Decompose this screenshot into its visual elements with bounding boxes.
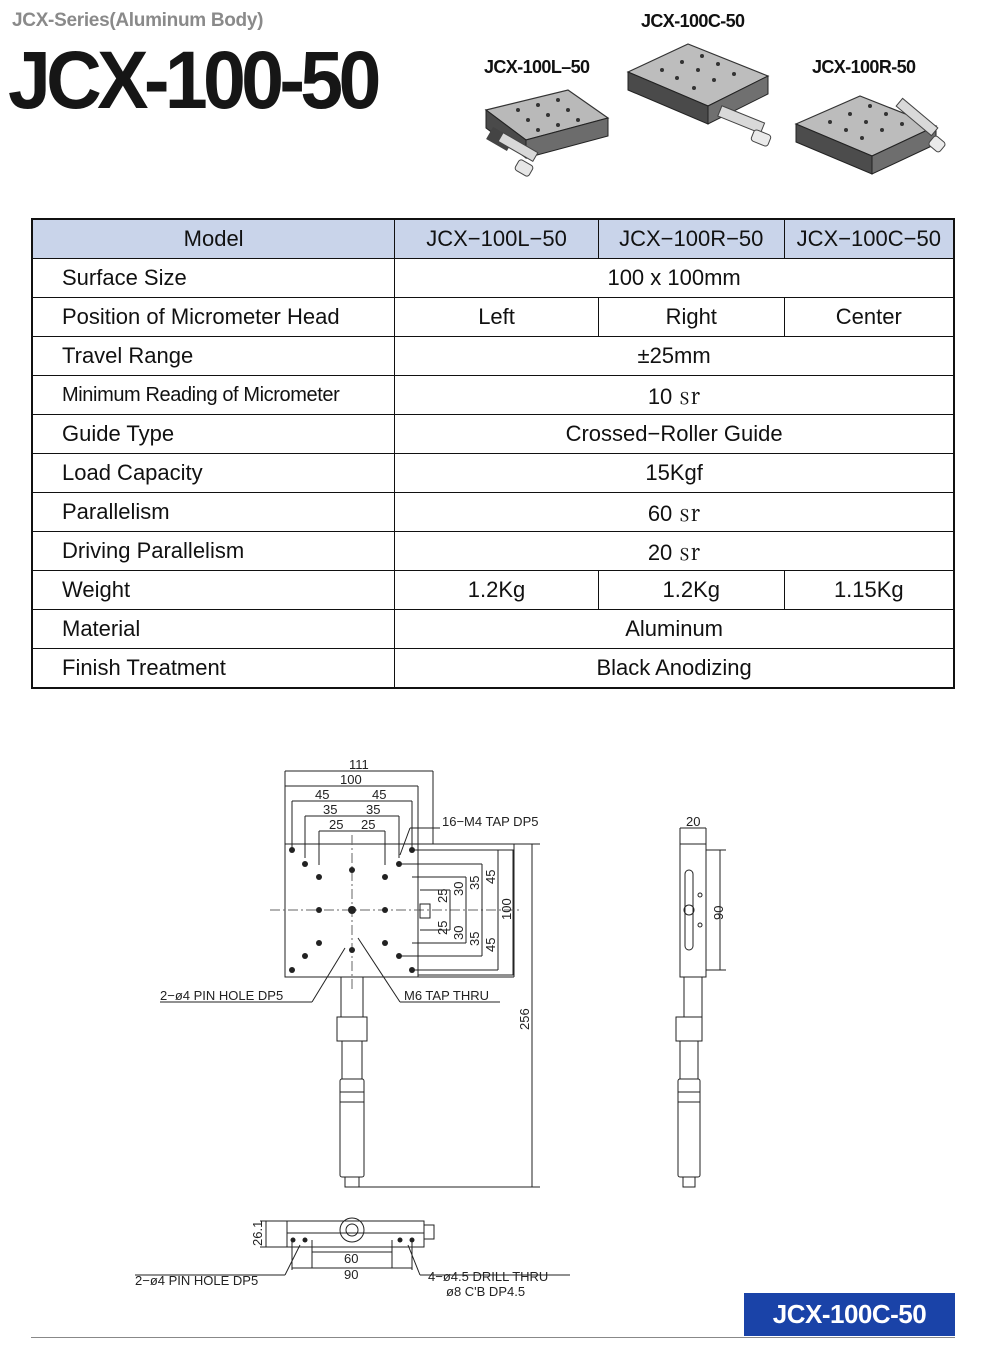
row-value: 10 ㏛: [395, 376, 954, 415]
dim-256: 256: [517, 1008, 532, 1030]
front-pin-note: 2−ø4 PIN HOLE DP5: [135, 1273, 259, 1288]
table-header-row: [32, 219, 954, 259]
dim-right-45-top: 45: [483, 869, 498, 884]
dim-right-100: 100: [499, 898, 514, 920]
table-row: [32, 532, 954, 571]
row-label: Guide Type: [32, 415, 395, 454]
model-title: JCX-100-50: [8, 35, 377, 126]
front-dim-90: 90: [344, 1267, 359, 1282]
row-label: Material: [32, 610, 395, 649]
table-row: [32, 571, 954, 610]
table-row: [32, 415, 954, 454]
bottom-rule: [31, 1337, 955, 1338]
row-value-left: Left: [395, 298, 599, 337]
row-label: Surface Size: [32, 259, 395, 298]
row-value: Crossed−Roller Guide: [395, 415, 954, 454]
row-label: Minimum Reading of Micrometer: [32, 376, 395, 415]
drill-note: 4−ø4.5 DRILL THRU: [428, 1269, 549, 1284]
dim-45-left: 45: [315, 787, 330, 802]
technical-drawing: [0, 740, 1000, 1300]
row-value-right: Right: [598, 298, 784, 337]
table-row: [32, 259, 954, 298]
product-image-right: [790, 82, 950, 190]
side-view: [676, 828, 726, 1187]
row-value: Black Anodizing: [395, 649, 954, 689]
header-model-right: JCX−100R−50: [598, 219, 784, 259]
row-value: ±25mm: [395, 337, 954, 376]
row-value: Aluminum: [395, 610, 954, 649]
dim-45-right: 45: [372, 787, 387, 802]
header-model: Model: [32, 219, 395, 259]
row-value-left: 1.2Kg: [395, 571, 599, 610]
m6-tap-note: M6 TAP THRU: [404, 988, 490, 1003]
table-row: [32, 337, 954, 376]
table-row: [32, 649, 954, 689]
model-badge: JCX-100C-50: [744, 1293, 955, 1336]
header-model-center: JCX−100C−50: [784, 219, 954, 259]
row-label: Position of Micrometer Head: [32, 298, 395, 337]
table-row: [32, 376, 954, 415]
dim-right-25-bottom: 25: [435, 920, 450, 935]
dim-111: 111: [349, 757, 369, 772]
dim-100: 100: [340, 772, 362, 787]
row-value-center: Center: [784, 298, 954, 337]
product-label-right: JCX-100R-50: [812, 57, 916, 77]
table-row: [32, 454, 954, 493]
row-value-center: 1.15Kg: [784, 571, 954, 610]
row-value: 20 ㏛: [395, 532, 954, 571]
dim-right-35-top: 35: [467, 875, 482, 890]
dim-25-right: 25: [361, 817, 376, 832]
dim-25-left: 25: [329, 817, 344, 832]
header-model-left: JCX−100L−50: [395, 219, 599, 259]
row-label: Parallelism: [32, 493, 395, 532]
row-label: Load Capacity: [32, 454, 395, 493]
dim-right-30-bottom: 30: [451, 925, 466, 940]
row-label: Weight: [32, 571, 395, 610]
row-label: Finish Treatment: [32, 649, 395, 689]
product-label-left: JCX-100L–50: [484, 57, 590, 77]
dim-right-30-top: 30: [451, 881, 466, 896]
row-label: Travel Range: [32, 337, 395, 376]
front-dim-60: 60: [344, 1251, 359, 1266]
dim-35-left: 35: [323, 802, 338, 817]
front-dim-26-1: 26.1: [250, 1220, 265, 1246]
table-row: [32, 610, 954, 649]
pin-hole-note: 2−ø4 PIN HOLE DP5: [160, 988, 284, 1003]
dim-right-35-bottom: 35: [467, 931, 482, 946]
product-label-center: JCX-100C-50: [641, 11, 745, 31]
side-dim-90: 90: [711, 905, 726, 920]
spec-table: [31, 218, 955, 689]
tap-note: 16−M4 TAP DP5: [442, 814, 539, 829]
table-row: [32, 298, 954, 337]
product-image-center: [622, 36, 772, 160]
row-label: Driving Parallelism: [32, 532, 395, 571]
counterbore-note: ø8 C'B DP4.5: [446, 1284, 526, 1299]
product-image-left: [478, 80, 618, 190]
dim-right-25-top: 25: [435, 888, 450, 903]
row-value: 15Kgf: [395, 454, 954, 493]
dim-35-right: 35: [366, 802, 381, 817]
side-dim-20: 20: [686, 814, 701, 829]
dim-right-45-bottom: 45: [483, 937, 498, 952]
row-value: 60 ㏛: [395, 493, 954, 532]
row-value: 100 x 100mm: [395, 259, 954, 298]
series-title: JCX-Series(Aluminum Body): [12, 10, 264, 31]
row-value-right: 1.2Kg: [598, 571, 784, 610]
table-row: [32, 493, 954, 532]
